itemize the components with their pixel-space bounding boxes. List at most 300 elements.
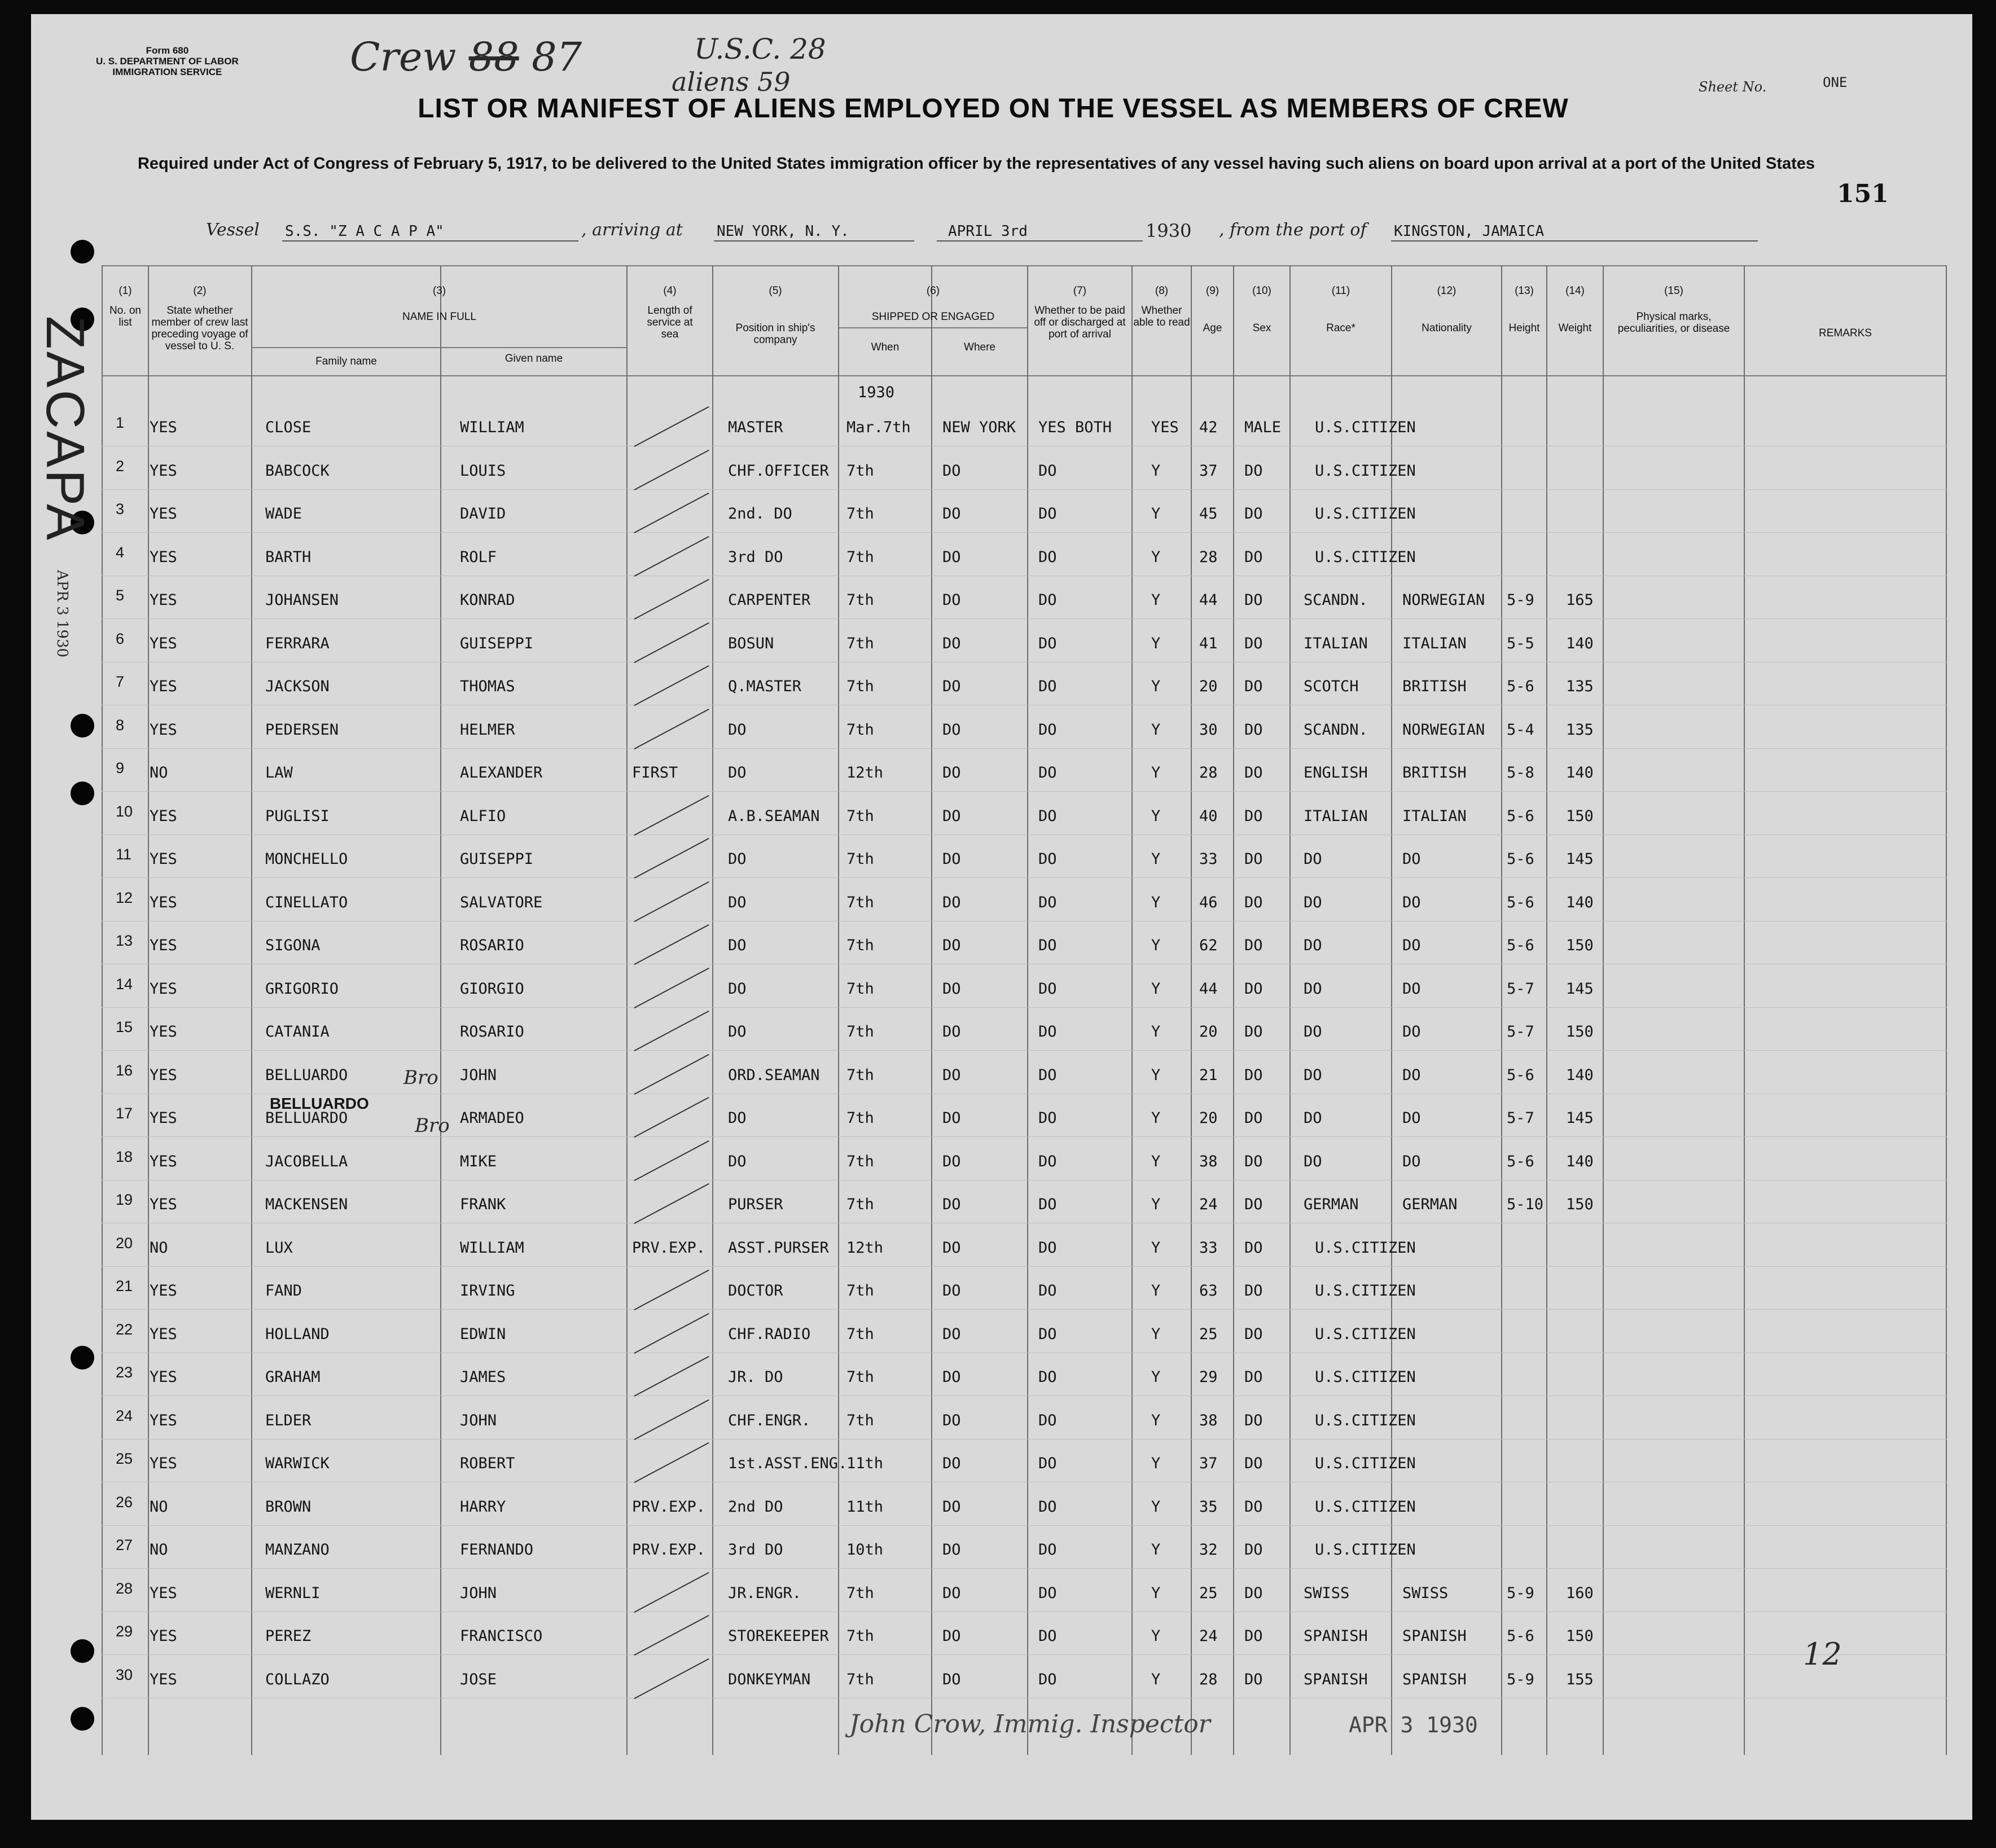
col-line [1131,265,1133,1755]
cell-able-to-read: Y [1151,462,1161,480]
cell-shipped-where: DO [942,635,961,652]
col-line [626,265,628,1755]
cell-paid-off: DO [1038,721,1057,739]
cell-position: 3rd DO [728,1541,783,1559]
cell-sex: DO [1244,937,1263,954]
cell-shipped-when: 7th [846,1023,874,1041]
cell-family-name: SIGONA [265,937,321,954]
cell-sex: DO [1244,721,1263,739]
col-line [1233,265,1234,1755]
cell-height: 5-9 [1507,1584,1534,1602]
cell-race: SPANISH [1304,1671,1368,1688]
cell-age: 20 [1199,1023,1218,1041]
cell-able-to-read: Y [1151,1541,1161,1559]
row-rule [102,489,1947,490]
cell-position: JR.ENGR. [728,1584,802,1602]
cell-shipped-where: DO [942,1498,961,1516]
underline [282,240,578,242]
cell-age: 33 [1199,1239,1218,1257]
cell-height: 5-6 [1507,937,1534,954]
cell-family-name: LAW [265,764,293,782]
cell-shipped-when: 7th [846,1325,874,1343]
cell-position: STOREKEEPER [728,1627,829,1645]
cell-shipped-when: 7th [846,1282,874,1300]
year-header: 1930 [858,384,895,401]
cell-race: DO [1304,1109,1322,1127]
cell-race: U.S.CITIZEN [1315,1412,1416,1429]
cell-weight: 140 [1566,1153,1594,1170]
side-note: 12 [1803,1636,1842,1672]
cell-age: 21 [1199,1066,1218,1084]
cell-age: 25 [1199,1584,1218,1602]
cell-paid-off: DO [1038,1153,1057,1170]
cell-given-name: HARRY [460,1498,506,1516]
cell-height: 5-6 [1507,1627,1534,1645]
cell-prev-voyage: YES [150,548,177,566]
header-family-name: Family name [315,355,377,367]
cell-race: SCOTCH [1304,678,1359,695]
cell-family-name: PEREZ [265,1627,312,1645]
cell-prev-voyage: YES [150,1368,177,1386]
cell-sex: DO [1244,1671,1263,1688]
cell-row-number: 6 [116,630,125,647]
cell-age: 28 [1199,548,1218,566]
cell-shipped-when: 11th [846,1455,884,1472]
cell-prev-voyage: YES [150,850,177,868]
cell-shipped-when: 7th [846,807,874,825]
cell-prev-voyage: YES [150,462,177,480]
punch-hole [71,714,94,738]
cell-shipped-when: 11th [846,1498,884,1516]
cell-sex: DO [1244,548,1263,566]
cell-prev-voyage: YES [150,980,177,998]
cell-shipped-when: 7th [846,1412,874,1429]
cell-paid-off: DO [1038,937,1057,954]
cell-shipped-where: DO [942,1412,961,1429]
cell-row-number: 2 [116,458,125,475]
arriving-label: , arriving at [581,220,683,240]
cell-able-to-read: Y [1151,591,1161,609]
cell-prev-voyage: YES [150,894,177,911]
cell-race: DO [1304,980,1322,998]
cell-sex: DO [1244,894,1263,911]
cell-position: DONKEYMAN [728,1671,811,1688]
cell-given-name: THOMAS [460,678,515,695]
bro-note: Bro [403,1066,438,1089]
row-rule [102,1654,1947,1655]
cell-paid-off: DO [1038,505,1057,523]
col-line [1289,265,1291,1755]
cell-nationality: GERMAN [1402,1196,1458,1213]
cell-row-number: 1 [116,414,125,431]
cell-shipped-when: 7th [846,548,874,566]
cell-able-to-read: Y [1151,1066,1161,1084]
cell-row-number: 28 [116,1580,133,1597]
cell-nationality: NORWEGIAN [1402,591,1485,609]
cell-family-name: PEDERSEN [265,721,339,739]
cell-family-name: PUGLISI [265,807,330,825]
cell-able-to-read: Y [1151,1368,1161,1386]
cell-row-number: 7 [116,673,125,690]
cell-height: 5-6 [1507,1153,1534,1170]
cell-age: 35 [1199,1498,1218,1516]
cell-shipped-when: 7th [846,591,874,609]
cell-shipped-where: DO [942,1109,961,1127]
cell-age: 44 [1199,591,1218,609]
vessel-label: Vessel [206,220,260,240]
cell-shipped-when: 7th [846,462,874,480]
cell-sex: DO [1244,1153,1263,1170]
header-col-8: (8) Whether able to read [1133,285,1190,328]
cell-able-to-read: Y [1151,721,1161,739]
cell-position: DO [728,980,747,998]
cell-able-to-read: Y [1151,1109,1161,1127]
cell-shipped-where: DO [942,591,961,609]
document-subtitle: Required under Act of Congress of February 5, 1917, to be delivered to the United States immigration officer by the representatives of any vessel having such aliens on board upon arrival at a port of the United States [137,155,1815,173]
cell-shipped-when: 7th [846,1584,874,1602]
cell-row-number: 4 [116,544,125,561]
date-stamp: APR 3 1930 [1349,1713,1478,1737]
cell-shipped-where: DO [942,1584,961,1602]
header-col-5: (5) Position in ship's company [735,285,815,346]
cell-shipped-where: DO [942,1196,961,1213]
cell-race: U.S.CITIZEN [1315,505,1416,523]
col-line [1546,265,1547,1755]
cell-age: 41 [1199,635,1218,652]
cell-paid-off: DO [1038,894,1057,911]
cell-weight: 160 [1566,1584,1594,1602]
cell-position: DO [728,1023,747,1041]
cell-able-to-read: Y [1151,635,1161,652]
cell-sex: DO [1244,591,1263,609]
cell-position: ORD.SEAMAN [728,1066,820,1084]
cell-paid-off: DO [1038,1584,1057,1602]
cell-shipped-when: 7th [846,1066,874,1084]
cell-weight: 145 [1566,1109,1594,1127]
cell-shipped-where: DO [942,1455,961,1472]
cell-height: 5-6 [1507,894,1534,911]
cell-service-length: PRV.EXP. [632,1498,706,1516]
sheet-number-value: ONE [1823,74,1848,90]
cell-row-number: 10 [116,803,133,820]
cell-sex: DO [1244,1455,1263,1472]
col-line [148,265,149,1755]
cell-family-name: ELDER [265,1412,312,1429]
cell-shipped-where: DO [942,764,961,782]
cell-able-to-read: Y [1151,937,1161,954]
cell-able-to-read: Y [1151,1153,1161,1170]
cell-sex: DO [1244,980,1263,998]
cell-age: 24 [1199,1627,1218,1645]
cell-shipped-where: DO [942,1325,961,1343]
cell-prev-voyage: YES [150,591,177,609]
cell-nationality: ITALIAN [1402,635,1467,652]
cell-position: 2nd. DO [728,505,792,523]
cell-given-name: ALEXANDER [460,764,543,782]
cell-given-name: WILLIAM [460,1239,524,1257]
cell-prev-voyage: YES [150,1627,177,1645]
cell-able-to-read: Y [1151,764,1161,782]
cell-sex: DO [1244,807,1263,825]
col-line [251,265,252,1755]
cell-family-name: MACKENSEN [265,1196,348,1213]
cell-weight: 165 [1566,591,1594,609]
header-given-name: Given name [505,353,563,365]
cell-paid-off: YES BOTH [1038,419,1112,436]
cell-paid-off: DO [1038,1671,1057,1688]
cell-given-name: EDWIN [460,1325,506,1343]
cell-shipped-where: DO [942,1239,961,1257]
cell-position: BOSUN [728,635,774,652]
cell-row-number: 22 [116,1321,133,1338]
cell-shipped-when: 7th [846,1671,874,1688]
cell-given-name: JOHN [460,1584,497,1602]
cell-weight: 145 [1566,980,1594,998]
cell-position: Q.MASTER [728,678,802,695]
cell-shipped-when: 7th [846,1368,874,1386]
cell-service-length: FIRST [632,764,678,782]
cell-nationality: BRITISH [1402,678,1467,695]
cell-family-name: LUX [265,1239,293,1257]
row-rule [102,1309,1947,1310]
document-title: LIST OR MANIFEST OF ALIENS EMPLOYED ON THE VESSEL AS MEMBERS OF CREW [418,94,1569,124]
cell-shipped-where: DO [942,721,961,739]
cell-weight: 150 [1566,1023,1594,1041]
row-rule [102,748,1947,749]
header-remarks: REMARKS [1819,327,1872,339]
cell-paid-off: DO [1038,1455,1057,1472]
cell-age: 24 [1199,1196,1218,1213]
name-correction: BELLUARDO [270,1095,369,1112]
col-line [440,265,441,1755]
cell-family-name: BELLUARDO [265,1066,348,1084]
cell-age: 30 [1199,721,1218,739]
table-subheader-line [838,327,1027,328]
cell-height: 5-5 [1507,635,1534,652]
cell-able-to-read: Y [1151,1282,1161,1300]
table-top-line [102,265,1947,266]
cell-given-name: JOHN [460,1412,497,1429]
cell-race: U.S.CITIZEN [1315,1325,1416,1343]
from-port-label: , from the port of [1219,220,1367,240]
cell-position: 1st.ASST.ENG. [728,1455,848,1472]
cell-age: 37 [1199,462,1218,480]
cell-age: 46 [1199,894,1218,911]
col-line [1603,265,1604,1755]
cell-sex: DO [1244,1368,1263,1386]
cell-able-to-read: Y [1151,678,1161,695]
cell-family-name: JACOBELLA [265,1153,348,1170]
cell-given-name: FRANK [460,1196,506,1213]
cell-position: CHF.RADIO [728,1325,811,1343]
cell-paid-off: DO [1038,678,1057,695]
cell-sex: MALE [1244,419,1282,436]
cell-race: U.S.CITIZEN [1315,1455,1416,1472]
cell-row-number: 9 [116,760,125,776]
cell-shipped-where: DO [942,980,961,998]
cell-family-name: WADE [265,505,302,523]
cell-nationality: DO [1402,1023,1421,1041]
cell-row-number: 30 [116,1666,133,1683]
punch-hole [71,782,94,805]
cell-row-number: 29 [116,1623,133,1640]
cell-service-length: PRV.EXP. [632,1541,706,1559]
cell-prev-voyage: YES [150,721,177,739]
cell-age: 25 [1199,1325,1218,1343]
arrival-year: 1930 [1146,220,1192,242]
cell-paid-off: DO [1038,462,1057,480]
cell-height: 5-10 [1507,1196,1544,1213]
header-col-12: (12) Nationality [1422,285,1472,334]
cell-family-name: FERRARA [265,635,330,652]
cell-prev-voyage: YES [150,1109,177,1127]
header-col-7: (7) Whether to be paid off or discharged at port of arrival [1034,285,1126,340]
cell-given-name: ROSARIO [460,1023,524,1041]
cell-nationality: DO [1402,1066,1421,1084]
cell-family-name: BABCOCK [265,462,330,480]
cell-row-number: 20 [116,1235,133,1252]
cell-row-number: 8 [116,717,125,734]
bro-note: Bro [415,1114,450,1137]
cell-shipped-when: 7th [846,635,874,652]
cell-able-to-read: Y [1151,894,1161,911]
header-col-15: (15) Physical marks, peculiarities, or disease [1617,285,1730,335]
cell-row-number: 25 [116,1450,133,1467]
cell-sex: DO [1244,678,1263,695]
cell-position: DO [728,894,747,911]
cell-given-name: KONRAD [460,591,515,609]
cell-given-name: WILLIAM [460,419,524,436]
cell-age: 33 [1199,850,1218,868]
vessel-name-handwritten: ZACAPA [35,316,95,542]
cell-family-name: GRAHAM [265,1368,321,1386]
cell-able-to-read: Y [1151,1671,1161,1688]
cell-given-name: JAMES [460,1368,506,1386]
cell-age: 20 [1199,1109,1218,1127]
punch-hole [71,1639,94,1663]
cell-race: ENGLISH [1304,764,1368,782]
cell-shipped-where: DO [942,1153,961,1170]
underline [937,240,1143,242]
cell-race: ITALIAN [1304,635,1368,652]
cell-paid-off: DO [1038,591,1057,609]
cell-race: DO [1304,1023,1322,1041]
row-rule [102,1050,1947,1051]
cell-shipped-when: Mar.7th [846,419,911,436]
cell-row-number: 26 [116,1494,133,1511]
cell-prev-voyage: YES [150,635,177,652]
cell-shipped-when: 7th [846,678,874,695]
header-when: When [871,341,900,353]
cell-race: U.S.CITIZEN [1315,548,1416,566]
cell-nationality: DO [1402,980,1421,998]
cell-race: DO [1304,894,1322,911]
cell-given-name: GIORGIO [460,980,524,998]
cell-prev-voyage: YES [150,1584,177,1602]
cell-height: 5-7 [1507,980,1534,998]
cell-family-name: WERNLI [265,1584,321,1602]
cell-nationality: SWISS [1402,1584,1449,1602]
cell-row-number: 11 [116,846,132,863]
cell-given-name: IRVING [460,1282,515,1300]
cell-given-name: MIKE [460,1153,497,1170]
underline [714,240,914,242]
row-rule [102,1395,1947,1396]
cell-shipped-where: NEW YORK [942,419,1016,436]
cell-prev-voyage: YES [150,1023,177,1041]
cell-row-number: 16 [116,1062,133,1079]
cell-prev-voyage: YES [150,1196,177,1213]
cell-given-name: ALFIO [460,807,506,825]
punch-hole [71,1346,94,1369]
cell-given-name: ROBERT [460,1455,515,1472]
cell-paid-off: DO [1038,1196,1057,1213]
cell-family-name: MANZANO [265,1541,330,1559]
cell-family-name: CLOSE [265,419,312,436]
cell-able-to-read: Y [1151,807,1161,825]
cell-race: DO [1304,850,1322,868]
cell-prev-voyage: YES [150,807,177,825]
cell-age: 20 [1199,678,1218,695]
cell-able-to-read: Y [1151,548,1161,566]
cell-row-number: 12 [116,889,133,906]
cell-prev-voyage: YES [150,1325,177,1343]
header-col-10: (10) Sex [1252,285,1271,334]
col-line [712,265,713,1755]
col-line [1391,265,1392,1755]
cell-paid-off: DO [1038,1498,1057,1516]
cell-given-name: ARMADEO [460,1109,524,1127]
col-line [1027,265,1028,1755]
col-line [1191,265,1192,1755]
cell-sex: DO [1244,764,1263,782]
cell-nationality: SPANISH [1402,1671,1467,1688]
cell-paid-off: DO [1038,1325,1057,1343]
cell-position: CHF.OFFICER [728,462,829,480]
cell-family-name: BARTH [265,548,312,566]
cell-weight: 135 [1566,678,1594,695]
cell-position: 2nd DO [728,1498,783,1516]
cell-race: U.S.CITIZEN [1315,1368,1416,1386]
cell-family-name: BELLUARDO [265,1109,348,1127]
cell-service-length: PRV.EXP. [632,1239,706,1257]
cell-family-name: MONCHELLO [265,850,348,868]
cell-paid-off: DO [1038,764,1057,782]
cell-given-name: JOSE [460,1671,497,1688]
cell-position: 3rd DO [728,548,783,566]
underline [1391,240,1758,242]
cell-height: 5-6 [1507,807,1534,825]
cell-height: 5-6 [1507,850,1534,868]
cell-paid-off: DO [1038,1282,1057,1300]
cell-given-name: FRANCISCO [460,1627,543,1645]
arrival-port: NEW YORK, N. Y. [717,223,849,240]
cell-row-number: 17 [116,1105,133,1122]
cell-able-to-read: Y [1151,1412,1161,1429]
col-line [102,265,103,1755]
cell-weight: 140 [1566,894,1594,911]
cell-family-name: JACKSON [265,678,330,695]
cell-paid-off: DO [1038,1239,1057,1257]
cell-shipped-where: DO [942,462,961,480]
vessel-name: S.S. "Z A C A P A" [285,223,444,240]
cell-sex: DO [1244,1282,1263,1300]
cell-able-to-read: Y [1151,850,1161,868]
cell-shipped-when: 7th [846,894,874,911]
crew-count-note: Crew 88 87 [350,34,582,80]
form-id: Form 680 U. S. DEPARTMENT OF LABOR IMMIGRATION SERVICE [96,45,239,77]
cell-able-to-read: Y [1151,1627,1161,1645]
